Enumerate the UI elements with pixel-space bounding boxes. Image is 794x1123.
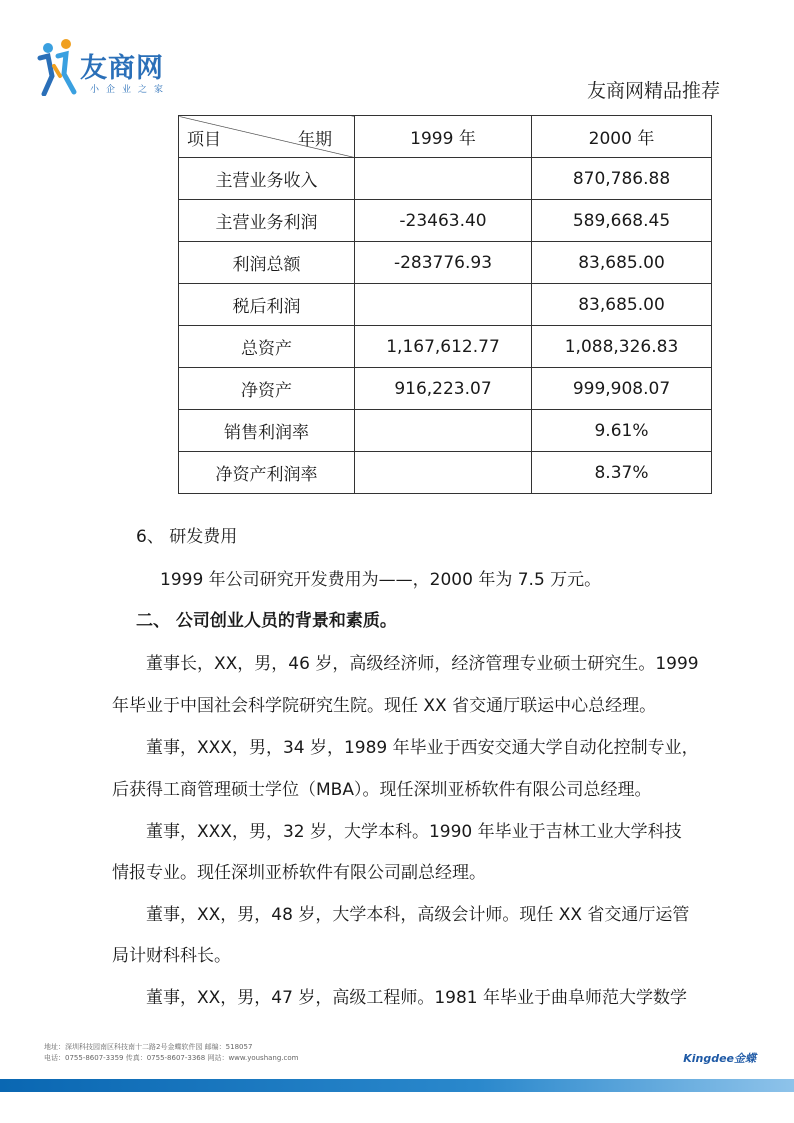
table-row <box>179 326 712 368</box>
table-row <box>179 368 712 410</box>
people-logo-icon <box>34 36 80 96</box>
cell-2000: 870,786.88 <box>532 158 712 200</box>
row-label: 销售利润率 <box>179 410 355 452</box>
cell-1999 <box>355 158 532 200</box>
financial-table <box>178 115 712 494</box>
paragraph-chairman-line2: 年毕业于中国社会科学院研究生院。现任 XX 省交通厅联运中心总经理。 <box>112 696 657 716</box>
row-label: 利润总额 <box>179 242 355 284</box>
logo-text: 友商网 <box>80 53 164 84</box>
cell-1999: -23463.40 <box>355 200 532 242</box>
col-header-1999: 1999 年 <box>355 116 532 158</box>
footer-contact <box>44 1042 299 1064</box>
col-header-2000: 2000 年 <box>532 116 712 158</box>
cell-2000: 83,685.00 <box>532 242 712 284</box>
row-label: 总资产 <box>179 326 355 368</box>
kingdee-logo: Kingdee金蝶 <box>683 1052 756 1065</box>
cell-2000: 8.37% <box>532 452 712 494</box>
paragraph-director2-line2: 情报专业。现任深圳亚桥软件有限公司副总经理。 <box>112 863 486 883</box>
row-label: 主营业务利润 <box>179 200 355 242</box>
paragraph-director4-line1: 董事，XX，男，47 岁，高级工程师。1981 年毕业于曲阜师范大学数学 <box>146 988 687 1008</box>
cell-1999: -283776.93 <box>355 242 532 284</box>
cell-1999 <box>355 410 532 452</box>
row-label: 净资产利润率 <box>179 452 355 494</box>
table-row <box>179 410 712 452</box>
corner-left-label: 项目 <box>187 130 221 150</box>
paragraph-rd-expense: 1999 年公司研究开发费用为——，2000 年为 7.5 万元。 <box>160 570 602 590</box>
cell-1999: 1,167,612.77 <box>355 326 532 368</box>
table-row <box>179 452 712 494</box>
paragraph-director2-line1: 董事，XXX，男，32 岁，大学本科。1990 年毕业于吉林工业大学科技 <box>146 822 682 842</box>
table-header-row <box>179 116 712 158</box>
cell-1999 <box>355 452 532 494</box>
section-heading-founders: 二、 公司创业人员的背景和素质。 <box>136 611 397 631</box>
corner-right-label: 年期 <box>298 130 332 150</box>
cell-1999 <box>355 284 532 326</box>
row-label: 净资产 <box>179 368 355 410</box>
logo-subtitle: 小企业之家 <box>90 85 171 95</box>
cell-2000: 9.61% <box>532 410 712 452</box>
row-label: 主营业务收入 <box>179 158 355 200</box>
header-title: 友商网精品推荐 <box>586 80 720 102</box>
table-row <box>179 200 712 242</box>
paragraph-director1-line2: 后获得工商管理硕士学位（MBA）。现任深圳亚桥软件有限公司总经理。 <box>112 780 652 800</box>
table-row <box>179 284 712 326</box>
row-label: 税后利润 <box>179 284 355 326</box>
paragraph-director1-line1: 董事，XXX，男，34 岁，1989 年毕业于西安交通大学自动化控制专业， <box>146 738 699 758</box>
footer-bar <box>0 1079 794 1092</box>
youshang-logo <box>34 36 204 96</box>
corner-cell <box>179 116 355 158</box>
cell-2000: 589,668.45 <box>532 200 712 242</box>
paragraph-chairman-line1: 董事长，XX，男，46 岁，高级经济师，经济管理专业硕士研究生。1999 <box>146 654 699 674</box>
cell-2000: 999,908.07 <box>532 368 712 410</box>
section-heading-rd: 6、 研发费用 <box>136 527 238 547</box>
paragraph-director3-line2: 局计财科科长。 <box>112 946 231 966</box>
cell-1999: 916,223.07 <box>355 368 532 410</box>
cell-2000: 1,088,326.83 <box>532 326 712 368</box>
footer-phone: 电话：0755-8607-3359 传真：0755-8607-3368 网站：www.youshang.com <box>44 1054 299 1062</box>
table-row <box>179 242 712 284</box>
table-row <box>179 158 712 200</box>
paragraph-director3-line1: 董事，XX，男，48 岁，大学本科，高级会计师。现任 XX 省交通厅运管 <box>146 905 690 925</box>
cell-2000: 83,685.00 <box>532 284 712 326</box>
footer-address: 地址：深圳科技园南区科技南十二路2号金蝶软件园 邮编：518057 <box>44 1043 253 1051</box>
